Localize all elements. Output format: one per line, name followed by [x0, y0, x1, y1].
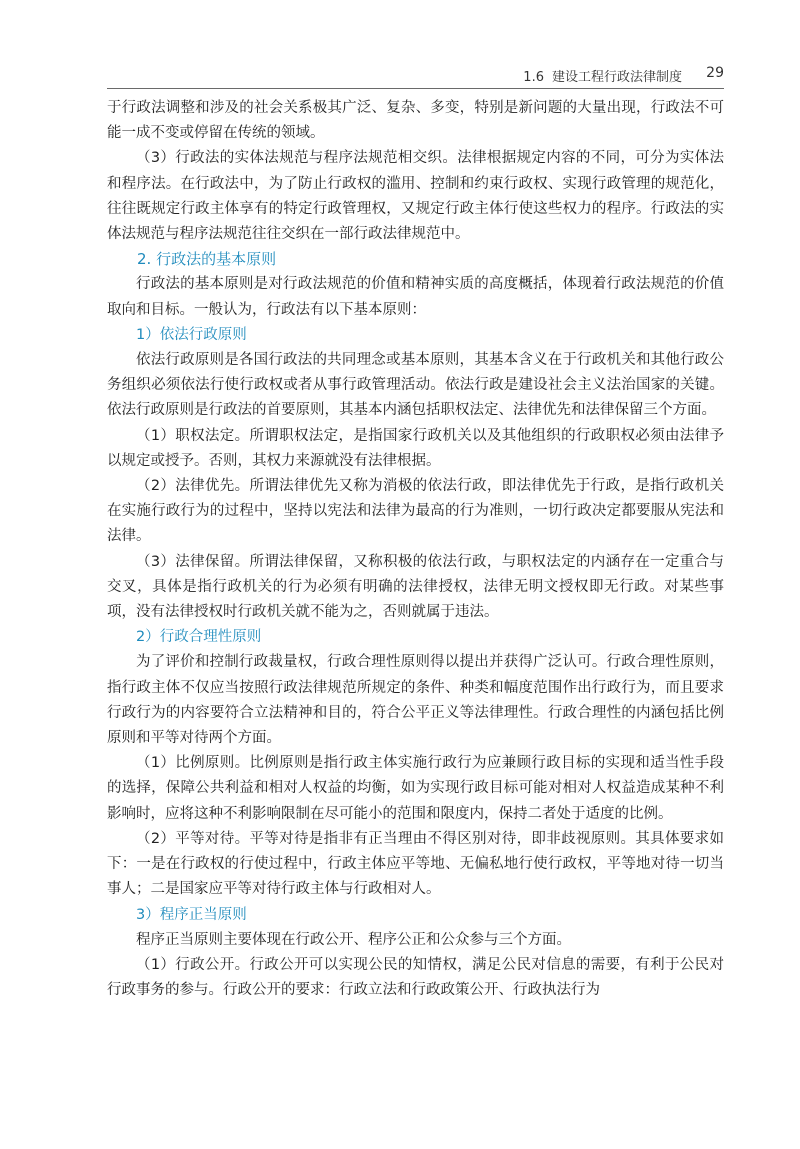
- paragraph: （3）行政法的实体法规范与程序法规范相交织。法律根据规定内容的不同，可分为实体法和程序法。在行政法中，为了防止行政权的滥用、控制和约束行政权、实现行政管理的规范化，往往既规定行政主体享有的特定行政管理权，又规定行政主体行使这些权力的程序。行政法的实体法规范与程序法规范往往交织在一部行政法律规范中。: [107, 150, 724, 243]
- paragraph: （1）职权法定。所谓职权法定，是指国家行政机关以及其他组织的行政职权必须由法律予以规定或授予。否则，其权力来源就没有法律根据。: [107, 427, 724, 469]
- running-header: [0, 62, 800, 92]
- paragraph: 依法行政原则是各国行政法的共同理念或基本原则，其基本含义在于行政机关和其他行政公务组织必须依法行使行政权或者从事行政管理活动。依法行政是建设社会主义法治国家的关键。依法行政原则是行政法的首要原则，其基本内涵包括职权法定、法律优先和法律保留三个方面。: [107, 352, 724, 419]
- paragraph: （2）平等对待。平等对待是指非有正当理由不得区别对待，即非歧视原则。其具体要求如下：一是在行政权的行使过程中，行政主体应平等地、无偏私地行使行政权，平等地对待一切当事人；二是国家应平等对待行政主体与行政相对人。: [107, 830, 724, 898]
- paragraph: （1）行政公开。行政公开可以实现公民的知情权，满足公民对信息的需要，有利于公民对行政事务的参与。行政公开的要求：行政立法和行政政策公开、行政执法行为: [107, 956, 724, 999]
- section-heading: [523, 66, 682, 85]
- subsection-heading-due-process: 3）程序正当原则: [136, 906, 247, 923]
- subsection-heading-reasonableness: 2）行政合理性原则: [136, 629, 262, 646]
- page-number: 29: [706, 65, 724, 81]
- section-title: 建设工程行政法律制度: [551, 70, 682, 85]
- header-divider: [107, 88, 724, 89]
- subsection-heading-lawful-administration: 1）依法行政原则: [136, 326, 247, 343]
- paragraph: （1）比例原则。比例原则是指行政主体实施行政行为应兼顾行政目标的实现和适当性手段的选择，保障公共利益和相对人权益的均衡，如为实现行政目标可能对相对人权益造成某种不利影响时，应将这种不利影响限制在尽可能小的范围和限度内，保持二者处于适度的比例。: [107, 755, 724, 822]
- paragraph: 于行政法调整和涉及的社会关系极其广泛、复杂、多变，特别是新问题的大量出现，行政法不可能一成不变或停留在传统的领域。: [107, 100, 724, 142]
- paragraph: 行政法的基本原则是对行政法规范的价值和精神实质的高度概括，体现着行政法规范的价值取向和目标。一般认为，行政法有以下基本原则：: [107, 276, 724, 318]
- page-body: [107, 96, 724, 1003]
- section-number: 1.6: [523, 70, 544, 85]
- section-heading-basic-principles: 2. 行政法的基本原则: [137, 250, 277, 269]
- paragraph: 程序正当原则主要体现在行政公开、程序公正和公众参与三个方面。: [136, 931, 571, 948]
- paragraph: （3）法律保留。所谓法律保留，又称积极的依法行政，与职权法定的内涵存在一定重合与交叉，具体是指行政机关的行为必须有明确的法律授权，法律无明文授权即无行政。对某些事项，没有法律授权时行政机关就不能为之，否则就属于违法。: [107, 553, 724, 621]
- paragraph: 为了评价和控制行政裁量权，行政合理性原则得以提出并获得广泛认可。行政合理性原则，指行政主体不仅应当按照行政法律规范所规定的条件、种类和幅度范围作出行政行为，而且要求行政行为的内容要符合立法精神和目的，符合公平正义等法律理性。行政合理性的内涵包括比例原则和平等对待两个方面。: [107, 654, 724, 747]
- paragraph: （2）法律优先。所谓法律优先又称为消极的依法行政，即法律优先于行政，是指行政机关在实施行政行为的过程中，坚持以宪法和法律为最高的行为准则，一切行政决定都要服从宪法和法律。: [107, 478, 724, 545]
